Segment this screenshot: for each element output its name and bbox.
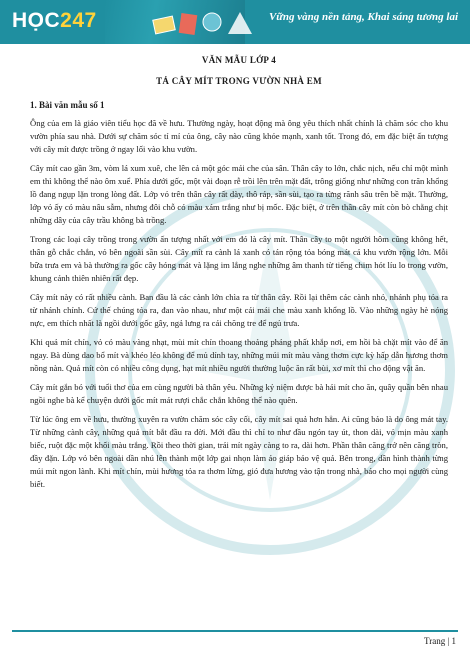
paragraph: Cây mít cao gần 3m, vòm lá xum xuê, che lên cả một góc mái che của sân. Thân cây to lớn, chắc nịch, nếu chỉ một mình em thì không thể nào ôm xuể. Phía dưới gốc, một vài đoạn rễ trồi lên trên mặt đất, trông giống như những con trăn khổng lồ đang ngụp lặn trong lòng đất. Lớp vỏ trên thân cây rất dày, thô ráp, sần sùi, tạo ra từng rãnh sâu trên bề mặt. Thường, lớp vỏ ấy có màu nâu sẫm, nhưng đôi chỗ có màu xám trắng như bị mốc. Đặc biệt, ở trên thân cây mít còn bò chằng chịt những dây của cây trầu không bà trồng. — [30, 163, 448, 225]
header-tagline: Vững vàng nền tảng, Khai sáng tương lai — [268, 11, 458, 23]
school-supplies-icon — [150, 6, 260, 40]
paragraph: Từ lúc ông em về hưu, thường xuyên ra vườn chăm sóc cây cối, cây mít sai quả hơn hẳn. Ai cũng bảo là do ông mát tay. Từ những cành cây, những quả mít bắt đầu ra đời. Mới đầu thì chỉ to như đầu ngón tay út, thon dài, vỏ mịn màu xanh biếc, ruột đặc một khối màu trắng. Rồi theo thời gian, trái mít ngày càng to ra, dài hơn. Phần thân căng trở nên căng tròn, đầy đặn. Lớp vỏ bên ngoài dần nhú lên thành một lớp gai nhọn làm áo giáp bảo vệ quả. Bên trong, dần hình thành từng múi mít ngon lành. Khi mít chín, mùi hương tỏa ra thơm lừng, gió đưa hương vào tận trong nhà, báo cho mọi người cùng biết. — [30, 414, 448, 489]
paragraph: Khi quả mít chín, vỏ có màu vàng nhạt, mùi mít chín thoang thoảng phảng phất khắp nơi, em hồi bà chặt mít vào để ăn ngay. Bà dùng dao bổ mít và khéo léo không để mủ dính tay, những múi mít màu vàng thơm cực kỳ hấp dẫn hương thơm nồng nàn. Quả mít còn có nhiều công dụng, hạt mít nhiều người thường luộc ăn rất bùi, xơ mít thì cho động vật ăn. — [30, 337, 448, 373]
page-header — [0, 0, 470, 44]
footer-divider — [12, 630, 458, 632]
paragraph: Cây mít gắn bó với tuổi thơ của em cùng người bà thân yêu. Những kỷ niệm được bà hái mít cho ăn, quây quần bên nhau ngồi nghe bà kể chuyện dưới gốc mít mát rượi chắc chắn không thể nào quên. — [30, 382, 448, 405]
logo-number: 247 — [60, 9, 97, 32]
paragraph: Trong các loại cây trồng trong vườn ấn tượng nhất với em đó là cây mít. Thân cây to một người hôm cũng không hết, thân gỗ chắc chắn, vỏ bên ngoài sần sùi. Cây mít ra cành lá xanh có tán rộng tỏa bóng mát cả khu vườn rộng lớn. Mỗi bữa trưa em và bà thường ra gốc cây hóng mát và lặng im lắng nghe những âm thanh từ tiếng chim hót líu lo trong vườn, khung cảnh thiên nhiên rất đẹp. — [30, 234, 448, 283]
logo-text: HỌC — [12, 9, 61, 32]
site-logo[interactable] — [12, 9, 97, 33]
section-heading: 1. Bài văn mẫu số 1 — [30, 100, 105, 110]
page-number: Trang | 1 — [424, 636, 456, 646]
document-body — [30, 54, 448, 497]
document-subtitle: TẢ CÂY MÍT TRONG VƯỜN NHÀ EM — [156, 76, 322, 86]
document-title: VĂN MẪU LỚP 4 — [201, 55, 277, 65]
paragraph: Cây mít này có rất nhiều cành. Ban đầu là các cành lớn chìa ra từ thân cây. Rồi lại thêm các cành nhỏ, nhánh phụ tỏa ra từ nhánh chính. Cứ thế chúng tỏa ra, đan vào nhau, như một cái mái che màu xanh khổng lồ. Vào những ngày hè nóng nực, em thích nhất là ngồi dưới gốc gây, ngả lưng ra cái chõng tre để ngủ trưa. — [30, 292, 448, 328]
paragraph: Ông của em là giáo viên tiểu học đã về hưu. Thường ngày, hoạt động mà ông yêu thích nhất chính là chăm sóc cho khu vườn phía sau nhà. Dưới sự chăm sóc tỉ mỉ của ông, cây nào cũng khỏe mạnh, xanh tốt. Trong đó, em đặc biệt ấn tượng với cây mít được trồng ở ngay lối vào khu vườn. — [30, 118, 448, 154]
